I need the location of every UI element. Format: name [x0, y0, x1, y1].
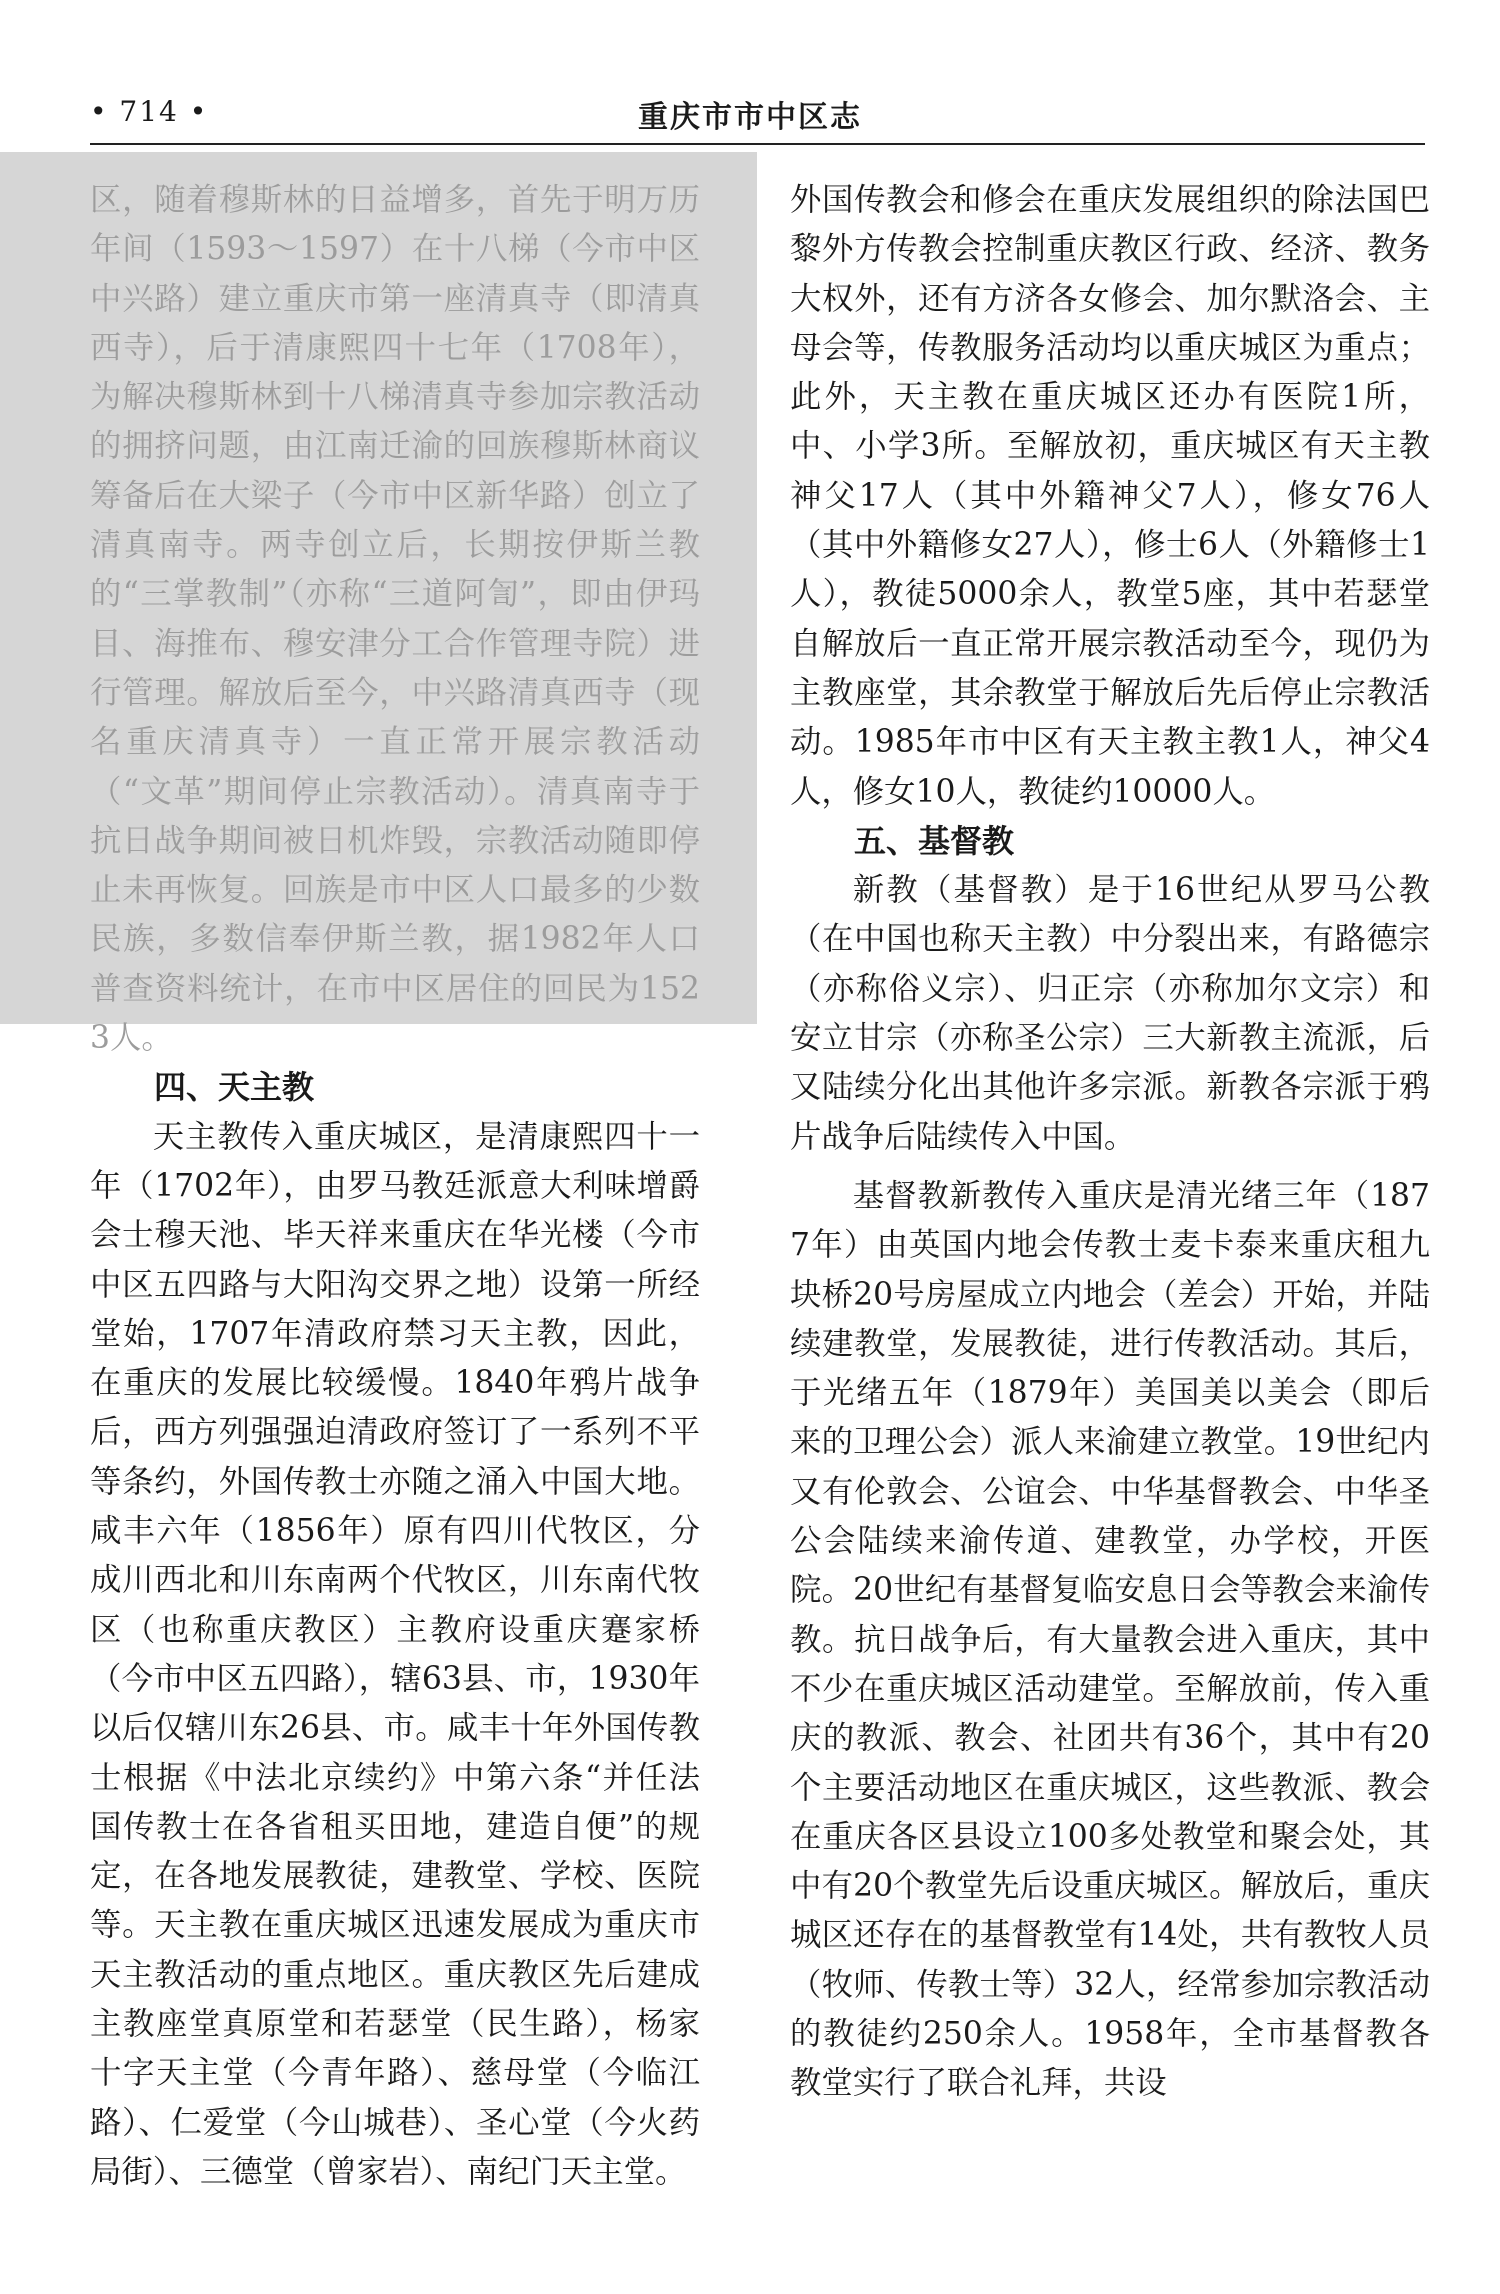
running-title: 重庆市市中区志 — [638, 100, 862, 135]
shaded-paragraph: 区，随着穆斯林的日益增多，首先于明万历年间（1593～1597）在十八梯（今市中区中兴路）建立重庆市第一座清真寺（即清真西寺），后于清康熙四十七年（1708年），为解决穆斯林到十八梯清真寺参加宗教活动的拥挤问题，由江南迁渝的回族穆斯林商议筹备后在大梁子（今市中区新华路）创立了清真南寺。两寺创立后，长期按伊斯兰教的“三掌教制”（亦称“三道阿訇”，即由伊玛目、海推布、穆安津分工合作管理寺院）进行管理。解放后至今，中兴路清真西寺（现名重庆清真寺）一直正常开展宗教活动（“文革”期间停止宗教活动）。清真南寺于抗日战争期间被日机炸毁，宗教活动随即停止未再恢复。回族是市中区人口最多的少数民族，多数信奉伊斯兰教，据1982年人口普查资料统计，在市中区居住的回民为1523人。 — [90, 182, 700, 1057]
christianity-paragraph-2: 基督教新教传入重庆是清光绪三年（1877年）由英国内地会传教士麦卡泰来重庆租九块桥20号房屋成立内地会（差会）开始，并陆续建教堂，发展教徒，进行传教活动。其后，于光绪五年（1879年）美国美以美会（即后来的卫理公会）派人来渝建立教堂。19世纪内又有伦敦会、公谊会、中华基督教会、中华圣公会陆续来渝传道、建教堂，办学校，开医院。20世纪有基督复临安息日会等教会来渝传教。抗日战争后，有大量教会进入重庆，其中不少在重庆城区活动建堂。至解放前，传入重庆的教派、教会、社团共有36个，其中有20个主要活动地区在重庆城区，这些教派、教会在重庆各区县设立100多处教堂和聚会处，其中有20个教堂先后设重庆城区。解放后，重庆城区还存在的基督教堂有14处，共有教牧人员（牧师、传教士等）32人，经常参加宗教活动的教徒约250余人。1958年，全市基督教各教堂实行了联合礼拜，共设 — [790, 1177, 1430, 2102]
header-rule — [90, 143, 1425, 145]
section-heading-catholicism: 四、天主教 — [154, 1068, 315, 1107]
catholicism-paragraph-continued: 外国传教会和修会在重庆发展组织的除法国巴黎外方传教会控制重庆教区行政、经济、教务大权外，还有方济各女修会、加尔默洛会、主母会等，传教服务活动均以重庆城区为重点；此外，天主教在重庆城区还办有医院1所，中、小学3所。至解放初，重庆城区有天主教神父17人（其中外籍神父7人），修女76人（其中外籍修女27人），修士6人（外籍修士1人），教徒5000余人，教堂5座，其中若瑟堂自解放后一直正常开展宗教活动至今，现仍为主教座堂，其余教堂于解放后先后停止宗教活动。1985年市中区有天主教主教1人，神父4人，修女10人，教徒约10000人。 — [790, 182, 1430, 810]
left-column — [90, 176, 700, 2197]
section-heading-christianity: 五、基督教 — [854, 821, 1015, 860]
page-number: • 714 • — [90, 95, 209, 128]
right-column — [790, 176, 1430, 2109]
christianity-paragraph-1: 新教（基督教）是于16世纪从罗马公教（在中国也称天主教）中分裂出来，有路德宗（亦称俗义宗）、归正宗（亦称加尔文宗）和安立甘宗（亦称圣公宗）三大新教主流派，后又陆续分化出其他许多宗派。新教各宗派于鸦片战争后陆续传入中国。 — [790, 872, 1430, 1155]
catholicism-paragraph: 天主教传入重庆城区，是清康熙四十一年（1702年），由罗马教廷派意大利味增爵会士穆天池、毕天祥来重庆在华光楼（今市中区五四路与大阳沟交界之地）设第一所经堂始，1707年清政府禁习天主教，因此，在重庆的发展比较缓慢。1840年鸦片战争后，西方列强强迫清政府签订了一系列不平等条约，外国传教士亦随之涌入中国大地。咸丰六年（1856年）原有四川代牧区，分成川西北和川东南两个代牧区，川东南代牧区（也称重庆教区）主教府设重庆蹇家桥（今市中区五四路），辖63县、市，1930年以后仅辖川东26县、市。咸丰十年外国传教士根据《中法北京续约》中第六条“并任法国传教士在各省租买田地，建造自便”的规定，在各地发展教徒，建教堂、学校、医院等。天主教在重庆城区迅速发展成为重庆市天主教活动的重点地区。重庆教区先后建成主教座堂真原堂和若瑟堂（民生路），杨家十字天主堂（今青年路）、慈母堂（今临江路）、仁爱堂（今山城巷）、圣心堂（今火药局街）、三德堂（曾家岩）、南纪门天主堂。 — [90, 1118, 700, 2190]
paragraph-gap — [790, 1162, 1430, 1172]
